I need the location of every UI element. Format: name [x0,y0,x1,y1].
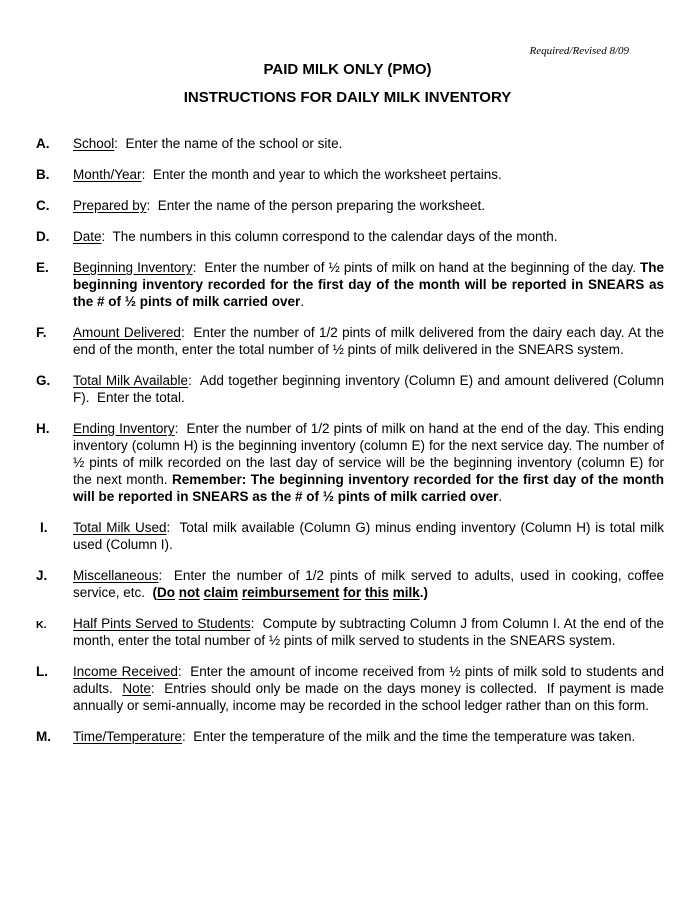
instruction-item-e [36,259,664,310]
instruction-item-k [36,615,664,649]
text-segment: : Entries should only be made on the days money is collected. If payment is made annually or semi-annually, income may be recorded in the school ledger rather than on this form. [73,681,664,713]
text-segment: Do [157,585,176,600]
text-segment: : Enter the number of 1/2 pints of milk delivered from the dairy each day. At the end of the month, enter the total number of ½ pints of milk delivered in the SNEARS system. [73,325,664,357]
instruction-list [0,135,695,745]
item-text [73,519,664,553]
text-segment: Remember: The beginning inventory recorded for the first day of the month will be reported in SNEARS as the # of ½ pints of milk carried over [73,472,664,504]
text-segment: . [498,489,503,504]
instruction-item-d [36,228,664,245]
text-segment: for [343,585,362,600]
text-segment: . [300,294,305,309]
text-segment: : Enter the amount of income received from ½ pints of milk sold to students and adults. [73,664,664,696]
item-letter: F. [36,325,47,340]
text-segment: : Add together beginning inventory (Column E) and amount delivered (Column F). Enter the total. [73,373,664,405]
document-title-line1: PAID MILK ONLY (PMO) [263,61,432,78]
text-segment: : Compute by subtracting Column J from Column I. At the end of the month, enter the total number of ½ pints of milk served to students in the SNEARS system. [73,616,665,648]
document-title-line2: INSTRUCTIONS FOR DAILY MILK INVENTORY [183,89,512,106]
item-letter: A. [36,136,50,151]
item-text [73,197,664,214]
item-text [73,228,664,245]
item-text [73,420,664,505]
text-segment: reimbursement [241,585,340,600]
instruction-item-b [36,166,664,183]
item-text [73,324,664,358]
item-letter: J. [36,568,48,583]
text-segment: Month/Year [73,167,142,182]
text-segment: Beginning Inventory [73,260,193,275]
text-segment: Note [122,681,151,696]
text-segment: : Enter the number of 1/2 pints of milk on hand at the end of the day. This ending inventory (column H) is the beginning inventory (column E) for the next service day. The number of ½ pints of milk recorded on the last day of service will be the beginning inventory (column E) for the next month. [73,421,664,487]
instruction-item-c [36,197,664,214]
text-segment: Amount Delivered [73,325,181,340]
instruction-item-a [36,135,664,152]
text-segment: : Enter the temperature of the milk and the time the temperature was taken. [182,729,636,744]
item-text [73,663,664,714]
text-segment: : Enter the name of the school or site. [114,136,343,151]
text-segment: Income Received [73,664,178,679]
text-segment: Total Milk Used [73,520,167,535]
text-segment: : Enter the month and year to which the worksheet pertains. [141,167,502,182]
item-letter: E. [36,260,49,275]
text-segment: The beginning inventory recorded for the first day of the month will be reported in SNEARS as the # of ½ pints of milk carried over [73,260,664,309]
text-segment: Half Pints Served to Students [73,616,251,631]
item-letter: B. [36,167,50,182]
item-letter: C. [36,198,50,213]
text-segment: Ending Inventory [73,421,175,436]
text-segment: .) [419,585,428,600]
instruction-item-g [36,372,664,406]
instruction-item-m [36,728,664,745]
text-segment: : Enter the number of ½ pints of milk on hand at the beginning of the day. [192,260,640,275]
text-segment: claim [203,585,239,600]
text-segment: this [364,585,389,600]
text-segment: Time/Temperature [73,729,183,744]
item-text [73,615,664,649]
text-segment: : Enter the name of the person preparing the worksheet. [146,198,485,213]
item-letter: K. [36,619,47,631]
item-letter: G. [36,373,51,388]
item-text [73,372,664,406]
text-segment: : The numbers in this column correspond to the calendar days of the month. [101,229,558,244]
item-letter: M. [36,729,51,744]
text-segment: Total Milk Available [73,373,189,388]
item-letter: D. [36,229,50,244]
instruction-item-i [36,519,664,553]
item-letter: H. [36,421,50,436]
item-letter: L. [36,664,48,679]
revision-note: Required/Revised 8/09 [529,45,629,57]
instruction-item-j [36,567,664,601]
item-text [73,728,664,745]
item-text [73,166,664,183]
item-letter: I. [40,520,48,535]
text-segment: ( [152,585,158,600]
text-segment: Prepared by [73,198,147,213]
text-segment: Date [73,229,102,244]
item-text [73,567,664,601]
text-segment: Miscellaneous [73,568,159,583]
instruction-item-h [36,420,664,505]
text-segment: milk [392,585,420,600]
item-text [73,135,664,152]
text-segment: : Enter the number of 1/2 pints of milk served to adults, used in cooking, coffee service, etc. [73,568,664,600]
instruction-item-l [36,663,664,714]
item-text [73,259,664,310]
instruction-item-f [36,324,664,358]
text-segment: School [73,136,115,151]
text-segment: : Total milk available (Column G) minus ending inventory (Column H) is total milk used (Column I). [73,520,664,552]
text-segment: not [178,585,200,600]
